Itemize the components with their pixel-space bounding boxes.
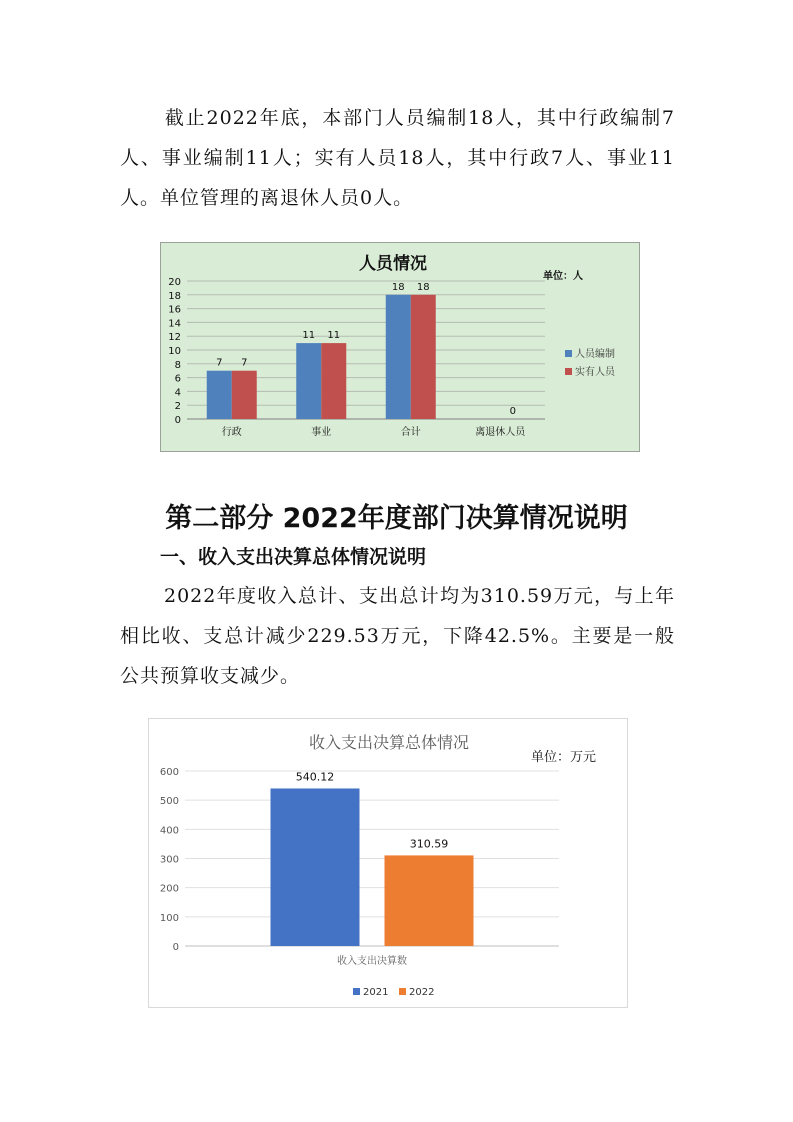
legend-swatch [353,988,360,995]
y-tick-label: 18 [168,290,181,302]
legend-label: 2022 [409,987,435,998]
category-label: 事业 [311,427,332,438]
budget-chart-svg [149,719,627,1007]
legend-swatch [565,350,572,357]
data-label: 11 [302,330,316,342]
summary-text: 2022年度收入总计、支出总计均为310.59万元，与上年相比收、支总计减少229.53万元，下降42.5%。主要是一般公共预算收支减少。 [120,585,675,687]
y-tick-label: 14 [168,318,181,330]
legend-label: 实有人员 [575,367,615,378]
y-tick-label: 10 [168,346,181,357]
y-tick-label: 100 [159,912,179,924]
y-tick-label: 8 [174,359,181,371]
y-tick-label: 12 [168,332,181,344]
bar-2021 [271,788,360,946]
chart-title: 收入支出决算总体情况 [308,733,470,752]
legend-swatch [565,368,572,375]
y-tick-label: 2 [174,401,181,413]
data-label: 11 [327,330,341,342]
y-tick-label: 600 [159,767,179,778]
data-label: 0 [509,406,516,417]
legend-swatch [399,988,406,995]
category-label: 行政 [221,427,242,438]
bar-人员编制 [386,295,411,419]
y-tick-label: 300 [159,854,179,866]
y-tick-label: 4 [174,387,181,399]
data-label: 7 [241,357,248,369]
y-tick-label: 20 [168,277,181,288]
y-tick-label: 0 [172,942,179,953]
data-label: 310.59 [409,837,449,851]
data-label: 18 [416,281,430,293]
subsection-heading: 一、收入支出决算总体情况说明 [160,546,427,568]
chart-title: 人员情况 [359,254,427,274]
y-tick-label: 0 [174,415,181,426]
category-label: 合计 [400,427,421,438]
bar-实有人员 [232,371,257,419]
intro-text: 截止2022年底，本部门人员编制18人，其中行政编制7人、事业编制11人；实有人员18人，其中行政7人、事业11人。单位管理的离退休人员0人。 [120,107,675,209]
category-label: 离退休人员 [475,427,526,438]
y-tick-label: 16 [168,304,181,316]
data-label: 540.12 [295,770,335,784]
y-tick-label: 500 [159,796,179,808]
y-tick-label: 6 [174,373,181,385]
category-label: 收入支出决算数 [337,956,407,967]
bar-人员编制 [207,371,232,419]
unit-label: 单位：人 [543,271,583,282]
summary-paragraph [120,576,675,696]
staff-chart-svg [161,243,639,451]
unit-label: 单位：万元 [531,750,597,765]
legend-label: 2021 [363,987,389,998]
bar-实有人员 [411,295,436,419]
y-tick-label: 400 [159,825,179,837]
bar-2022 [385,855,474,946]
intro-paragraph [120,98,675,218]
staff-chart [160,242,640,452]
data-label: 7 [216,357,223,369]
bar-实有人员 [321,343,346,419]
data-label: 18 [391,281,405,293]
legend-label: 人员编制 [575,349,615,360]
bar-人员编制 [296,343,321,419]
section-heading: 第二部分 2022年度部门决算情况说明 [165,503,628,534]
budget-chart [148,718,628,1008]
y-tick-label: 200 [159,883,179,895]
